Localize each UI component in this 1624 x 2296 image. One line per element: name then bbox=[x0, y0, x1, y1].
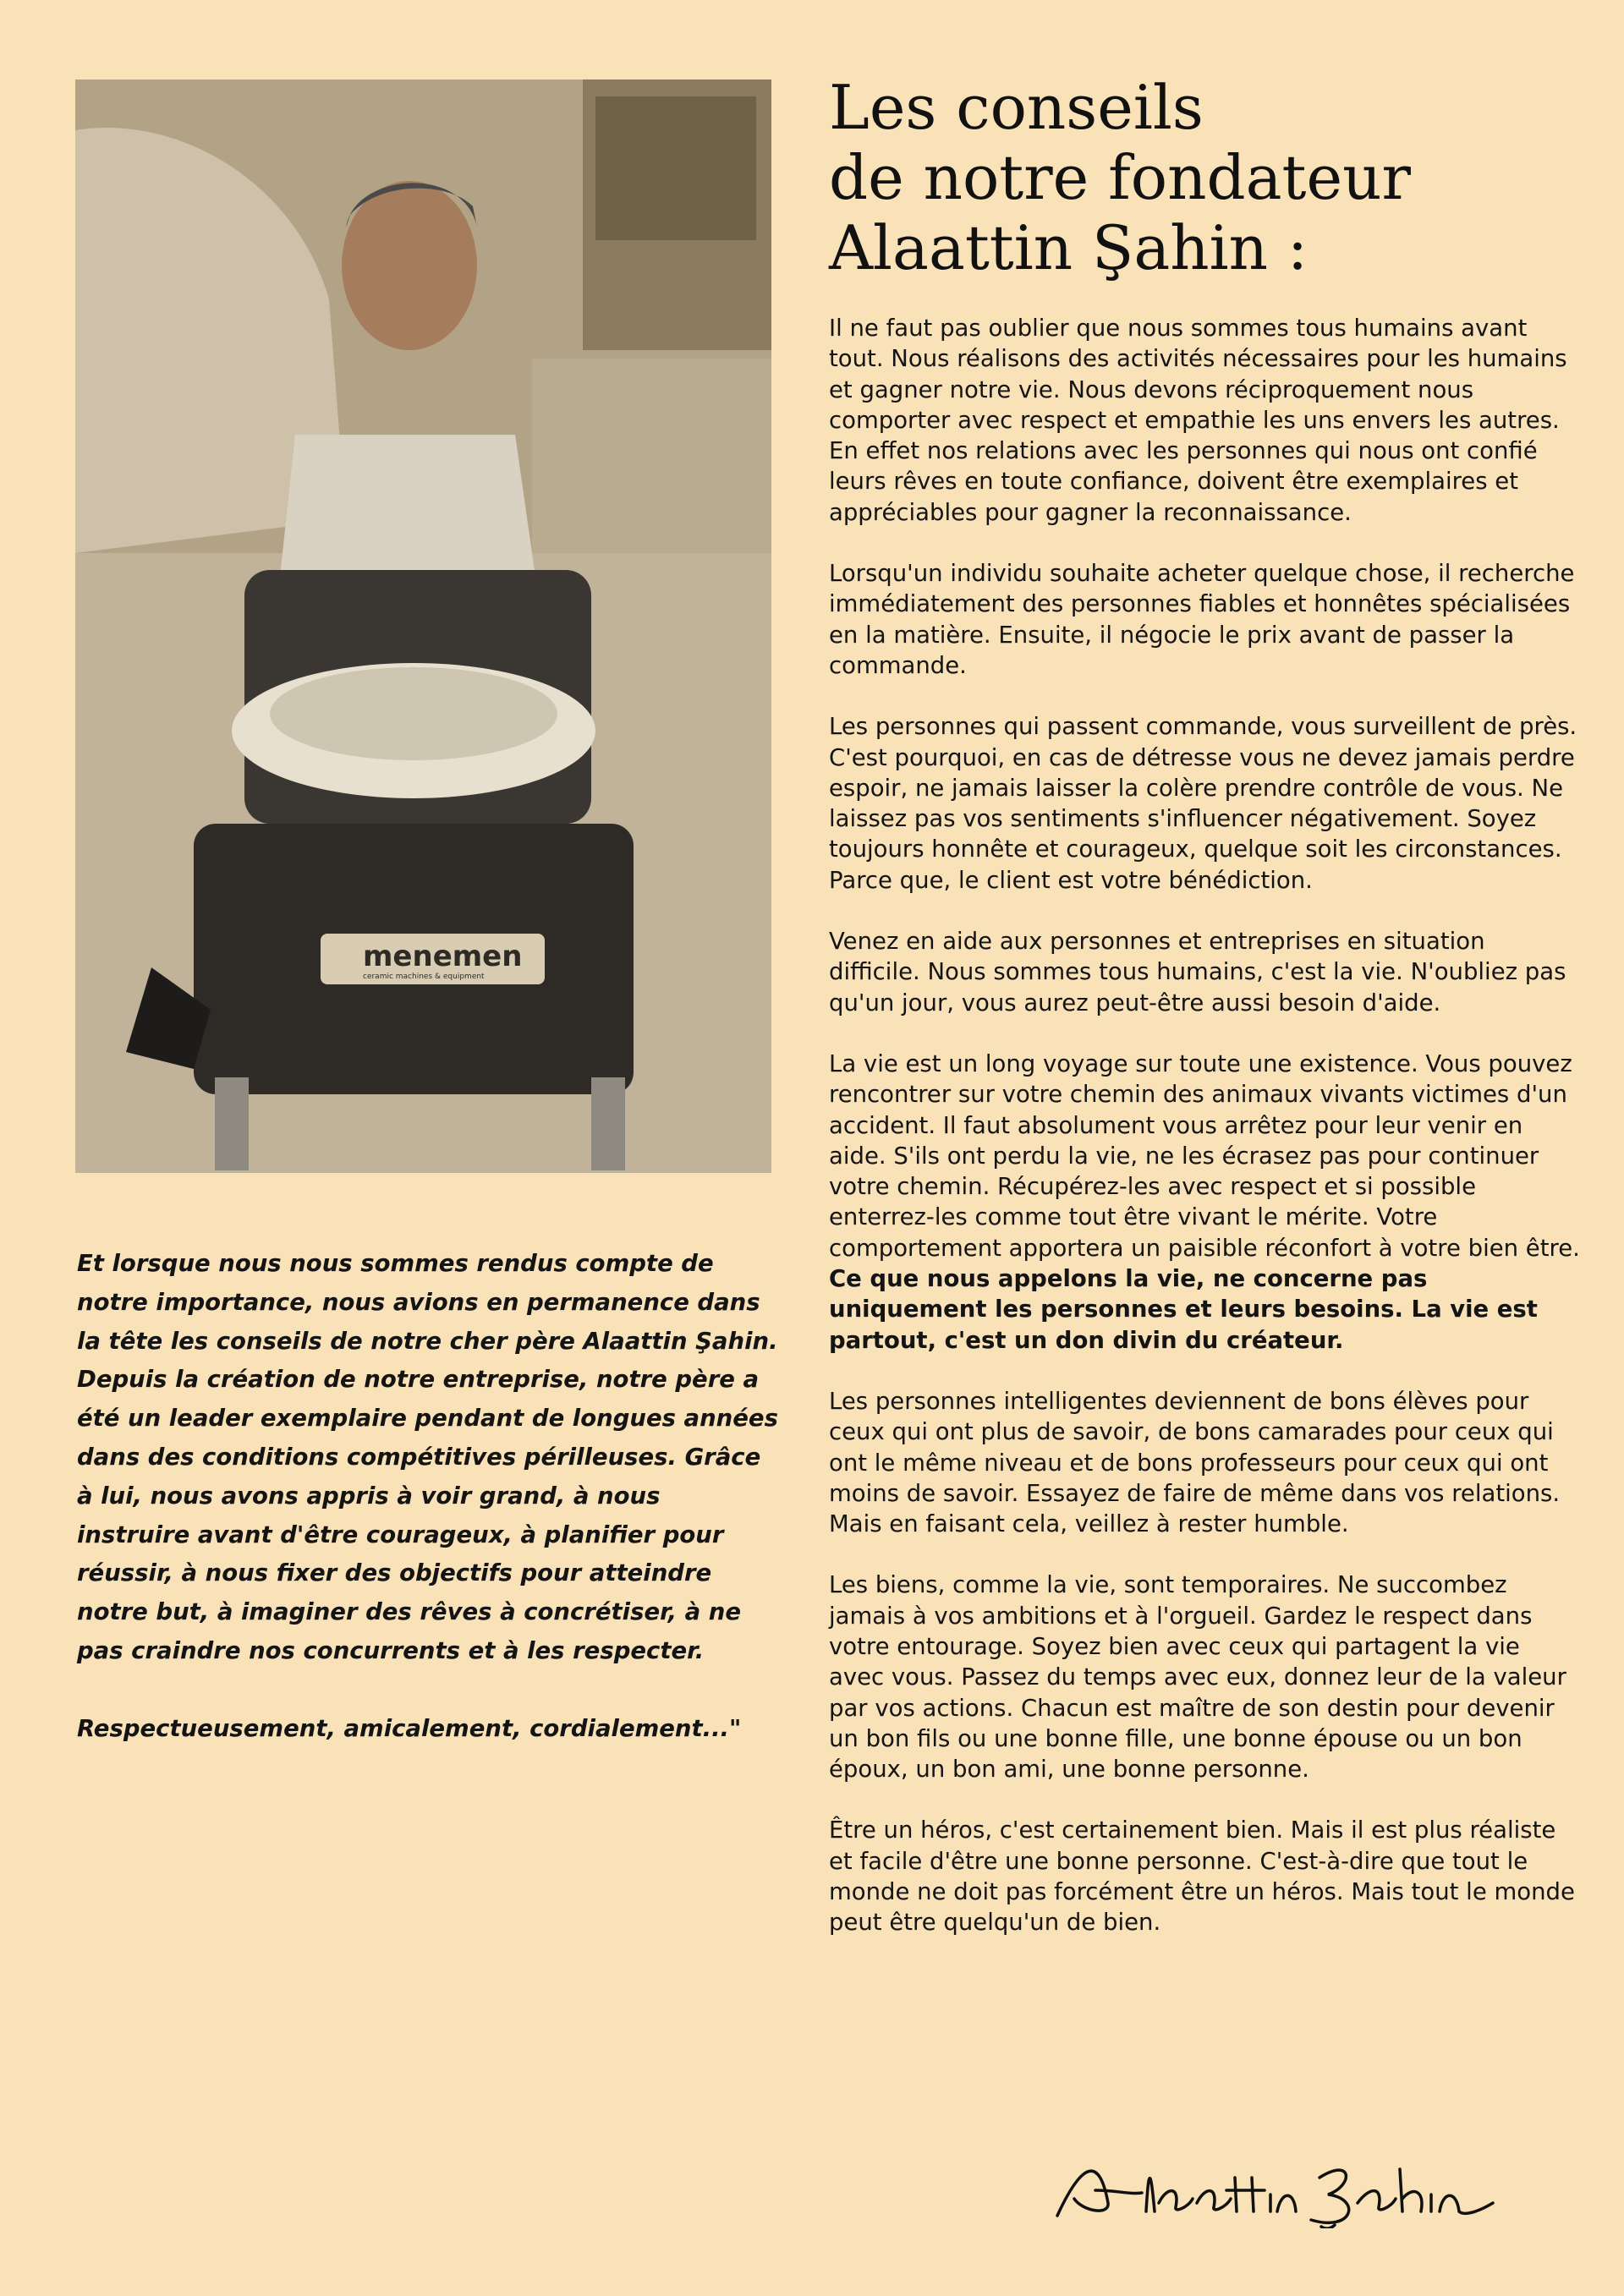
advice-paragraph-3: Les personnes qui passent commande, vous surveillent de près. C'est pourquoi, en cas de détresse vous ne devez jamais perdre espoir, ne jamais laisser la colère prendre contrôle de vous. Ne laissez pas vos sentiments s'influencer négativement. Soyez toujours honnête et courageux, quelque soit les circonstances. Parce que, le client est votre bénédiction. bbox=[829, 713, 1577, 894]
advice-paragraph-8: Être un héros, c'est certainement bien. Mais il est plus réaliste et facile d'être une bonne personne. C'est-à-dire que tout le monde ne doit pas forcément être un héros. Mais tout le monde peut être quelqu'un de bien. bbox=[829, 1817, 1575, 1937]
advice-paragraph-4: Venez en aide aux personnes et entreprises en situation difficile. Nous sommes tous humains, c'est la vie. N'oubliez pas qu'un jour, vous aurez peut-être aussi besoin d'aide. bbox=[829, 928, 1566, 1016]
page-title bbox=[829, 73, 1590, 283]
founder-photo bbox=[75, 79, 771, 1173]
title-line-1: Les conseils bbox=[829, 72, 1204, 143]
advice-text-column bbox=[829, 313, 1582, 1969]
advice-paragraph-5-bold: Ce que nous appelons la vie, ne concerne pas uniquement les personnes et leurs besoins. La vie est partout, c'est un don divin du créateur. bbox=[829, 1265, 1538, 1354]
advice-paragraph-7: Les biens, comme la vie, sont temporaires. Ne succombez jamais à vos ambitions et à l'orgueil. Gardez le respect dans votre entourage. Soyez bien avec ceux qui partagent la vie avec vous. Passez du temps avec eux, donnez leur de la valeur par vos actions. Chacun est maître de son destin pour devenir un bon fils ou une bonne fille, une bonne épouse ou un bon époux, un bon ami, une bonne personne. bbox=[829, 1571, 1566, 1784]
advice-paragraph-5 bbox=[829, 1049, 1582, 1356]
signature bbox=[1049, 2152, 1506, 2228]
founder-photo-illustration bbox=[75, 79, 771, 1173]
menemen-logo-text: menemen bbox=[363, 940, 523, 973]
advice-paragraph-6: Les personnes intelligentes deviennent de bons élèves pour ceux qui ont plus de savoir, de bons camarades pour ceux qui ont le même niveau et de bons professeurs pour ceux qui ont moins de savoir. Essayez de faire de même dans vos relations. Mais en faisant cela, veillez à rester humble. bbox=[829, 1387, 1561, 1538]
title-line-3: Alaattin Şahin : bbox=[829, 212, 1309, 283]
quote-text: Et lorsque nous nous sommes rendus compte de notre importance, nous avions en permanence dans la tête les conseils de notre cher père Alaattin Şahin. Depuis la création de notre entreprise, notre père a été un leader exemplaire pendant de longues années dans des conditions compétitives périlleuses. Grâce à lui, nous avons appris à voir grand, à nous instruire avant d'être courageux, à planifier pour réussir, à nous fixer des objectifs pour atteindre notre but, à imaginer des rêves à concrétiser, à ne pas craindre nos concurrents et à les respecter. bbox=[77, 1250, 778, 1664]
founder-quote bbox=[77, 1245, 779, 1788]
handwritten-signature bbox=[1049, 2152, 1506, 2228]
advice-paragraph-2: Lorsqu'un individu souhaite acheter quelque chose, il recherche immédiatement des personnes fiables et honnêtes spécialisées en la matière. Ensuite, il négocie le prix avant de passer la commande. bbox=[829, 560, 1575, 679]
title-line-2: de notre fondateur bbox=[829, 142, 1411, 213]
advice-paragraph-5-text: La vie est un long voyage sur toute une existence. Vous pouvez rencontrer sur votre chemin des animaux vivants victimes d'un accident. Il faut absolument vous arrêtez pour leur venir en aide. S'ils ont perdu la vie, ne les écrasez pas pour continuer votre chemin. Récupérez-les avec respect et si possible enterrez-les comme tout être vivant le mérite. Votre comportement apportera un paisible réconfort à votre bien être. bbox=[829, 1049, 1580, 1262]
menemen-logo-subtext: ceramic machines & equipment bbox=[363, 973, 485, 981]
advice-paragraph-1: Il ne faut pas oublier que nous sommes tous humains avant tout. Nous réalisons des activités nécessaires pour les humains et gagner notre vie. Nous devons réciproquement nous comporter avec respect et empathie les uns envers les autres. En effet nos relations avec les personnes qui nous ont confié leurs rêves en toute confiance, doivent être exemplaires et appréciables pour gagner la reconnaissance. bbox=[829, 315, 1567, 526]
quote-closing: Respectueusement, amicalement, cordialement..." bbox=[77, 1714, 742, 1742]
